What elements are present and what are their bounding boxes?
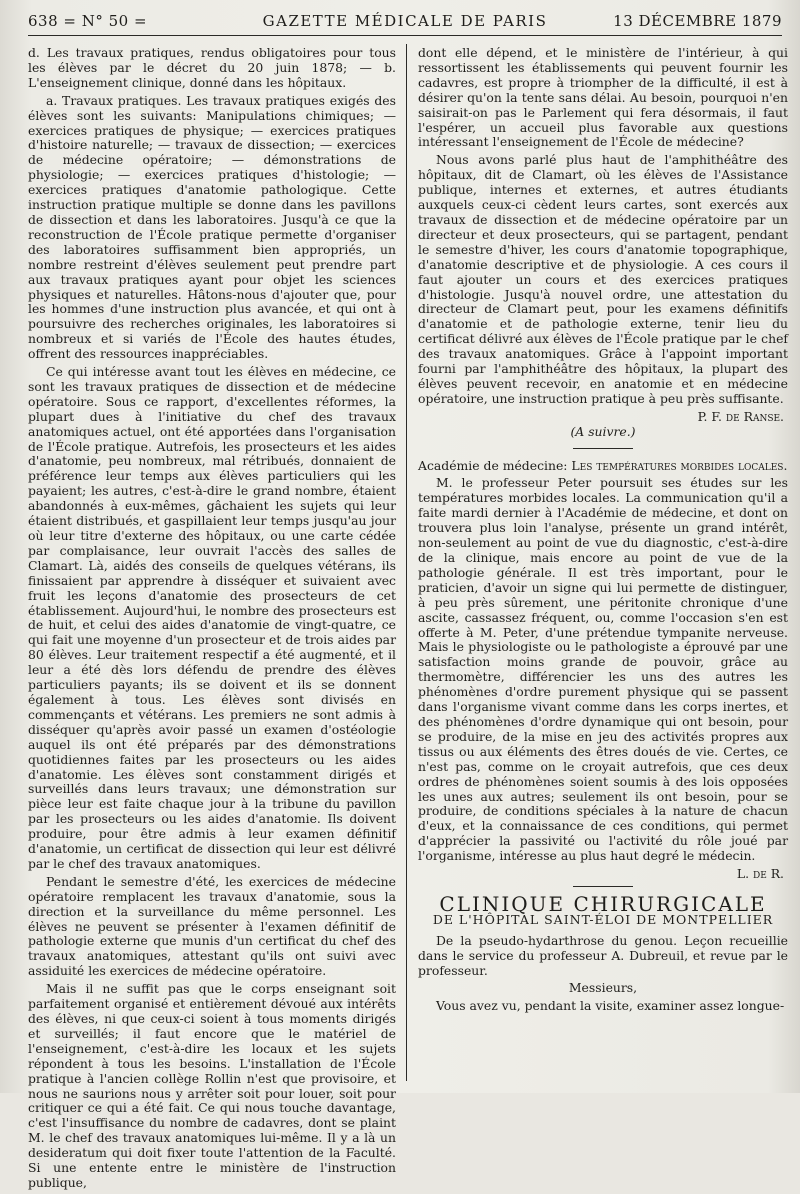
paragraph: Mais il ne suffit pas que le corps enseignant soit parfaitement organisé et entièrement dévoué aux intérêts des élèves, ni que ceux-ci soient à tous moments dirigés et surveillés; il faut encore que le matériel de l'enseignement, c'est-à-dire les locaux et les sujets répondent à tous les besoins. L'installation de l'École pratique à l'ancien collège Rollin n'est que provisoire, et nous ne saurions nous y arrêter soit pour louer, soit pour critiquer ce qui a été fait. Ce qui nous touche davantage, c'est l'insuffisance du nombre de cadavres, dont se plaint M. le chef des travaux anatomiques lui-même. Il y a là un desideratum qui doit fixer toute l'attention de la Faculté. Si une entente entre le ministère de l'instruction publique,	[28, 981, 396, 1190]
clinic-title: CLINIQUE CHIRURGICALE	[439, 891, 767, 916]
to-be-continued: (A suivre.)	[570, 423, 636, 439]
right-column	[418, 46, 788, 1017]
salutation: Messieurs,	[568, 980, 638, 996]
lesson-heading: De la pseudo-hydarthrose du genou. Leçon recueillie dans le service du professeur A. Dubreuil, et revue par le professeur.	[418, 932, 788, 978]
paragraph: Vous avez vu, pendant la visite, examiner assez longue-	[436, 998, 785, 1014]
column-divider	[406, 44, 407, 1081]
author-initials: L. de R.	[736, 866, 784, 882]
header-rule	[28, 35, 782, 36]
academie-subject: Les températures morbides locales.	[571, 457, 788, 473]
paragraph: dont elle dépend, et le ministère de l'intérieur, à qui ressortissent les établissements qui peuvent fournir les cadavres, est propre à triompher de la difficulté, il est à désirer qu'on la tente sans délai. Au besoin, pourquoi n'en saisirait-on pas le Parlement qui fera désormais, il faut l'espérer, un accueil plus favorable aux questions intéressant l'enseignement de l'École de médecine?	[418, 45, 788, 150]
academie-heading	[418, 459, 788, 474]
left-column	[28, 46, 396, 1194]
paragraph: M. le professeur Peter poursuit ses études sur les températures morbides locales. La communication qu'il a faite mardi dernier à l'Académie de médecine, et dont on trouvera plus loin l'analyse, présente un grand intérêt, non-seulement au point de vue du diagnostic, c'est-à-dire de la clinique, mais encore au point de vue de la pathologie générale. Il est très important, pour le praticien, d'avoir un signe qui lui permette de distinguer, à peu près sûrement, une péritonite chronique d'une ascite, cassassez fréquent, ou, comme l'occasion s'en est offerte à M. Peter, d'une prétendue tympanite nerveuse. Mais le physiologiste ou le pathologiste a éprouvé par une satisfaction moins grande de pouvoir, grâce au thermomètre, différencier les uns des autres les phénomènes d'ordre purement physique qui se passent dans l'organisme vivant comme dans les corps inertes, et des phénomènes d'ordre dynamique qui ont besoin, pour se produire, de la mise en jeu des activités propres aux tissus ou aux éléments des êtres doués de vie. Certes, ce n'est pas, comme on le croyait autrefois, que ces deux ordres de phénomènes soient soumis à des lois opposées les unes aux autres; seulement ils ont besoin, pour se produire, de conditions spéciales à la nature de chacun d'eux, et la connaissance de ces conditions, qui permet d'apprécier la passivité ou l'activité du rôle joué par l'organisme, intéresse au plus haut degré le médecin.	[418, 475, 788, 864]
section-rule	[573, 886, 633, 887]
paragraph: Nous avons parlé plus haut de l'amphithéâtre des hôpitaux, dit de Clamart, où les élèves de l'Assistance publique, internes et externes, et autres étudiants auxquels ceux-ci cèdent leurs cartes, sont exercés aux travaux de dissection et de médecine opératoire par un directeur et deux prosecteurs, qui se partagent, pendant le semestre d'hiver, les cours d'anatomie topographique, d'anatomie descriptive et de physiologie. A ces cours il faut ajouter un cours et des exercices pratiques d'histologie. Jusqu'à nouvel ordre, une attestation du directeur de Clamart peut, pour les examens définitifs d'anatomie et de pathologie externe, tenir lieu du certificat délivré aux élèves de l'École pratique par le chef des travaux anatomiques. Grâce à l'appoint important fourni par l'amphithéâtre des hôpitaux, la plupart des élèves peuvent recevoir, en anatomie et en médecine opératoire, une instruction pratique à peu près suffisante.	[418, 152, 788, 406]
section-rule	[573, 448, 633, 449]
issue-date: 13 DÉCEMBRE 1879	[613, 12, 782, 30]
page-header	[28, 10, 782, 34]
paragraph: a. Travaux pratiques. Les travaux pratiques exigés des élèves sont les suivants: Manipulations chimiques; — exercices pratiques de physique; — exercices pratiques d'histoire naturelle; — travaux de dissection; — exercices de médecine opératoire; — démonstrations de physiologie; — exercices pratiques d'histologie; — exercices pratiques d'anatomie pathologique. Cette instruction pratique multiple se donne dans les pavillons de dissection et dans les laboratoires. Jusqu'à ce que la reconstruction de l'École pratique permette d'organiser des laboratoires suffisamment bien appropriés, un nombre restreint d'élèves seulement peut prendre part aux travaux pratiques ayant pour objet les sciences physiques et naturelles. Hâtons-nous d'ajouter que, pour les hommes d'une instruction plus avancée, et qui ont à poursuivre des recherches originales, les laboratoires si nombreux et si variés de l'École des hautes études, offrent des ressources inappréciables.	[28, 92, 396, 362]
paragraph: d. Les travaux pratiques, rendus obligatoires pour tous les élèves par le décret du 20 juin 1878; — b. L'enseignement clinique, donné dans les hôpitaux.	[28, 45, 396, 90]
author-signature: P. F. de Ranse.	[697, 408, 784, 424]
academie-title: Académie de médecine:	[418, 457, 568, 473]
page-number: 638 = N° 50 =	[28, 12, 148, 30]
journal-title: GAZETTE MÉDICALE DE PARIS	[262, 12, 548, 30]
paragraph: Pendant le semestre d'été, les exercices de médecine opératoire remplacent les travaux d'anatomie, sous la direction et la surveillance du même personnel. Les élèves ne peuvent se présenter à l'examen définitif de pathologie externe que munis d'un certificat du chef des travaux anatomiques, attestant qu'ils ont suivi avec assiduité les exercices de médecine opératoire.	[28, 873, 396, 979]
paragraph: Ce qui intéresse avant tout les élèves en médecine, ce sont les travaux pratiques de dissection et de médecine opératoire. Sous ce rapport, d'excellentes réformes, la plupart dues à l'initiative du chef des travaux anatomiques actuel, ont été apportées dans l'organisation de l'École pratique. Autrefois, les prosecteurs et les aides d'anatomie, peu nombreux, mal rétribués, donnaient de préférence leur temps aux élèves particuliers qui les payaient; les autres, c'est-à-dire le grand nombre, étaient abandonnés à eux-mêmes, gâchaient les sujets qui leur étaient distribués, et gaspillaient leur temps jusqu'au jour où leur titre d'externe des hôpitaux, ou une carte cédée par complaisance, leur ouvrait l'accès des salles de Clamart. Là, aidés des conseils de quelques vétérans, ils finissaient par apprendre à disséquer et suivaient avec fruit les leçons d'anatomie des prosecteurs de cet établissement. Aujourd'hui, le nombre des prosecteurs est de huit, et celui des aides d'anatomie de vingt-quatre, ce qui fait une moyenne d'un prosecteur et de trois aides par 80 élèves. Leur traitement respectif a été augmenté, et il leur a été dès lors défendu de prendre des élèves particuliers payants; ils se doivent et ils se donnent également à tous. Les élèves sont divisés en commençants et vétérans. Les premiers ne sont admis à disséquer qu'après avoir passé un examen d'ostéologie auquel ils ont été préparés par des démonstrations quotidiennes faites par les prosecteurs ou les aides d'anatomie. Les élèves sont constamment dirigés et surveillés dans leurs travaux; une démonstration sur pièce leur est faite chaque jour à la tribune du pavillon par les prosecteurs ou les aides d'anatomie. Ils doivent produire, pour être admis à leur examen définitif d'anatomie, un certificat de dissection qui leur est délivré par le chef des travaux anatomiques.	[28, 364, 396, 871]
clinic-subtitle: DE L'HÔPITAL SAINT-ÉLOI DE MONTPELLIER	[432, 911, 774, 927]
